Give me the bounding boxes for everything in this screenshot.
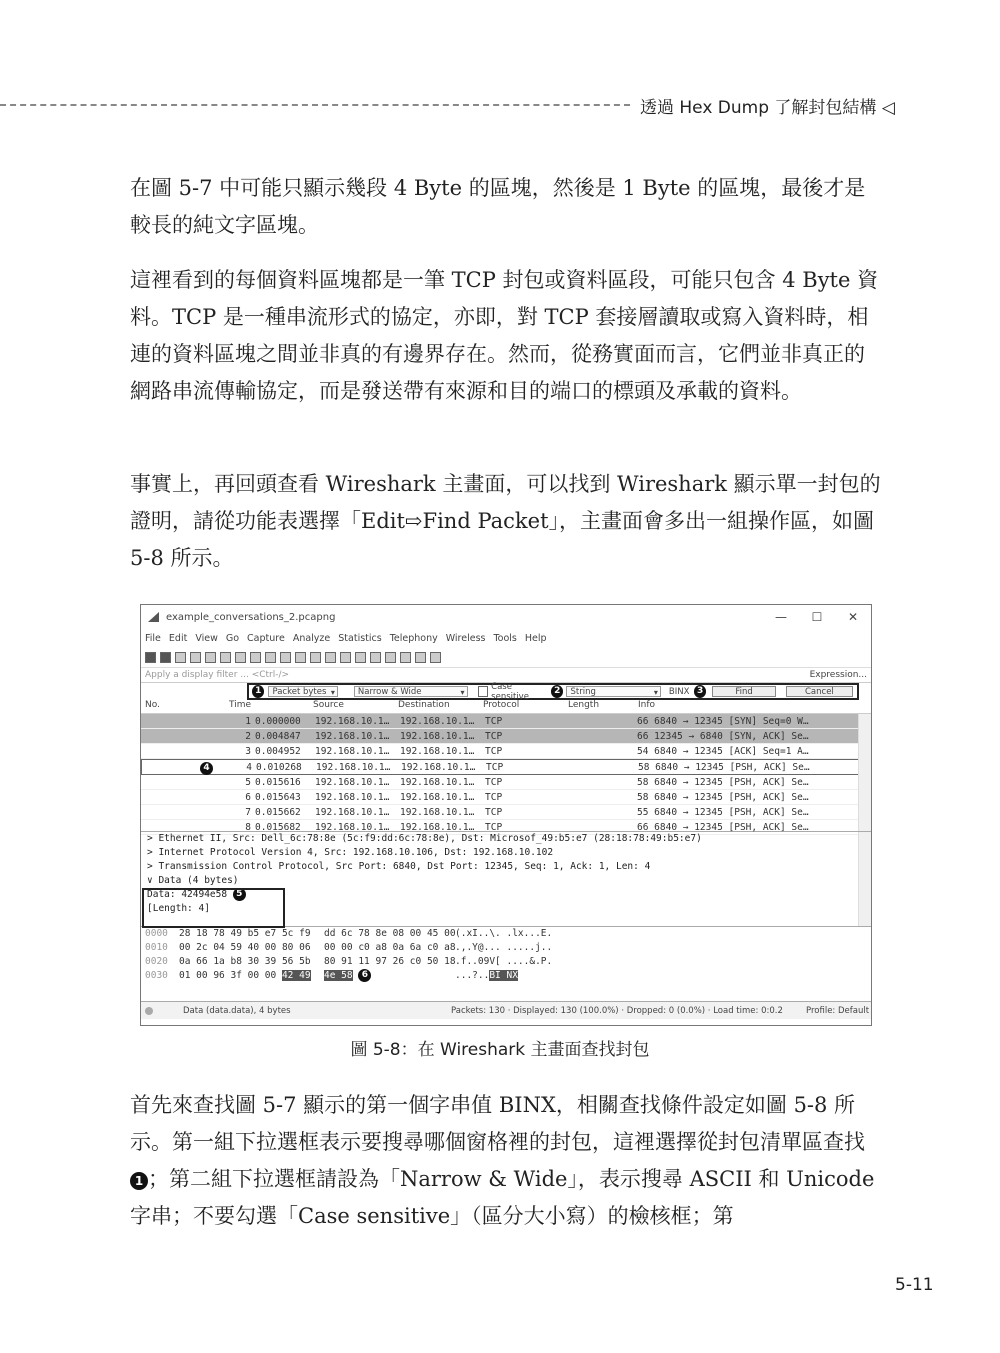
callout-badge-4: 4: [200, 762, 213, 775]
status-packet-counts: Packets: 130 · Displayed: 130 (100.0%) · Dropped: 0 (0.0%) · Load time: 0:0.2: [451, 1005, 783, 1016]
go-forward-icon[interactable]: [295, 652, 306, 663]
menu-tools[interactable]: Tools: [493, 632, 517, 644]
wireshark-fin-icon: [147, 611, 161, 623]
window-title: example_conversations_2.pcapng: [166, 611, 336, 623]
packet-destination: 192.168.10.1…: [400, 715, 475, 727]
col-destination[interactable]: Destination: [398, 700, 450, 710]
minimize-button[interactable]: —: [775, 610, 787, 624]
zoom-in-icon[interactable]: [385, 652, 396, 663]
callout-badge-5: 5: [233, 888, 246, 901]
main-toolbar: [141, 647, 871, 668]
packet-destination: 192.168.10.1…: [400, 791, 475, 803]
packet-destination: 192.168.10.1…: [400, 745, 475, 757]
details-highlight-box: [142, 888, 285, 928]
hex-bytes-2: dd 6c 78 8e 08 00 45 00: [324, 928, 456, 939]
packet-destination: 192.168.10.1…: [400, 776, 475, 788]
hex-row: [141, 955, 871, 969]
packet-protocol: TCP: [485, 806, 503, 818]
hex-offset: 0020: [145, 956, 168, 967]
status-field-info: Data (data.data), 4 bytes: [183, 1005, 291, 1016]
hex-ascii: .f..09V[ ....&.P.: [455, 956, 553, 967]
hex-row: [141, 941, 871, 955]
packet-source: 192.168.10.1…: [315, 806, 390, 818]
inline-badge-1: 1: [130, 1172, 148, 1190]
packet-row[interactable]: [141, 714, 871, 729]
hex-ascii: (.xI..\. .lx...E.: [455, 928, 553, 939]
header-dashed-rule: [0, 104, 630, 106]
menu-edit[interactable]: Edit: [168, 632, 188, 644]
hex-row: [141, 969, 871, 983]
hex-bytes-highlight-1: 42 49: [281, 970, 311, 981]
status-bar: [141, 1002, 871, 1019]
hex-bytes-2: 80 91 11 97 26 c0 50 18: [324, 956, 456, 967]
go-to-packet-icon[interactable]: [310, 652, 321, 663]
packet-no: 4: [246, 761, 252, 773]
menu-statistics[interactable]: Statistics: [338, 632, 382, 644]
colorize-icon[interactable]: [370, 652, 381, 663]
packet-no: 1: [245, 715, 251, 727]
packet-row[interactable]: [141, 759, 871, 775]
packet-protocol: TCP: [485, 730, 503, 742]
paragraph-4-text-a: 首先來查找圖 5-7 顯示的第一個字串值 BINX，相關查找條件設定如圖 5-8 所示。第一組下拉選框表示要搜尋哪個窗格裡的封包，這裡選擇從封包清單區查找: [130, 1093, 865, 1154]
menu-bar: [141, 629, 871, 647]
packet-info: 66 12345 → 6840 [SYN, ACK] Se…: [637, 730, 809, 742]
paragraph-3: 事實上，再回頭查看 Wireshark 主畫面，可以找到 Wireshark 顯示單一封包的證明，請從功能表選擇「Edit⇨Find Packet」，主畫面會多出一組操作區，如圖 5-8 所示。: [130, 472, 881, 570]
packet-source: 192.168.10.1…: [315, 730, 390, 742]
menu-file[interactable]: File: [145, 632, 161, 644]
hex-bytes-1: 0a 66 1a b8 30 39 56 5b: [179, 956, 311, 967]
autoscroll-icon[interactable]: [355, 652, 366, 663]
status-profile[interactable]: Profile: Default: [806, 1005, 870, 1016]
wireshark-screenshot: [140, 604, 872, 1026]
col-info[interactable]: Info: [638, 700, 656, 710]
packet-info: 66 6840 → 12345 [SYN] Seq=0 W…: [637, 715, 809, 727]
hex-bytes-highlight-2: 4e 58: [324, 970, 353, 981]
last-packet-icon[interactable]: [340, 652, 351, 663]
packet-protocol: TCP: [485, 821, 503, 833]
packet-time: 0.015643: [255, 791, 301, 803]
packet-no: 2: [245, 730, 251, 742]
packet-source: 192.168.10.1…: [315, 776, 390, 788]
detail-data-length[interactable]: [Length: 4]: [147, 903, 210, 914]
char-width-dropdown[interactable]: Narrow & Wide ▾: [354, 686, 468, 697]
packet-list: [141, 714, 871, 832]
window-titlebar: [141, 605, 871, 629]
packet-row[interactable]: [141, 729, 871, 744]
col-protocol[interactable]: Protocol: [483, 700, 520, 710]
hex-offset: 0000: [145, 928, 168, 939]
hex-offset: 0010: [145, 942, 168, 953]
menu-view[interactable]: View: [195, 632, 218, 644]
detail-ip[interactable]: > Internet Protocol Version 4, Src: 192.168.10.106, Dst: 192.168.10.102: [147, 847, 554, 858]
first-packet-icon[interactable]: [325, 652, 336, 663]
packet-protocol: TCP: [486, 761, 504, 773]
packet-info: 55 6840 → 12345 [PSH, ACK] Se…: [637, 806, 809, 818]
detail-data-text: Data: 42494e58: [147, 889, 228, 900]
hex-offset: 0030: [145, 970, 168, 981]
paragraph-4: [130, 1087, 882, 1235]
packet-time: 0.010268: [256, 761, 302, 773]
expert-info-icon[interactable]: [145, 1007, 153, 1015]
hex-bytes-1: 01 00 96 3f 00 00: [179, 970, 282, 981]
case-sensitive-checkbox[interactable]: [478, 686, 489, 697]
packet-info: 58 6840 → 12345 [PSH, ACK] Se…: [637, 776, 809, 788]
detail-tcp[interactable]: > Transmission Control Protocol, Src Port: 6840, Dst Port: 12345, Seq: 1, Ack: 1, Len: 4: [147, 861, 651, 872]
hex-dump-pane: [141, 927, 871, 1002]
packet-no: 5: [245, 776, 251, 788]
search-value-input[interactable]: BINX: [668, 686, 690, 697]
packet-protocol: TCP: [485, 745, 503, 757]
open-file-icon[interactable]: [205, 652, 216, 663]
detail-data[interactable]: ∨ Data (4 bytes): [147, 875, 239, 886]
packet-source: 192.168.10.1…: [315, 715, 390, 727]
packet-time: 0.004952: [255, 745, 301, 757]
packet-protocol: TCP: [485, 791, 503, 803]
menu-help[interactable]: Help: [524, 632, 547, 644]
start-capture-icon[interactable]: [145, 652, 156, 663]
stop-capture-icon[interactable]: [160, 652, 171, 663]
col-length[interactable]: Length: [568, 700, 600, 710]
packet-no: 3: [245, 745, 251, 757]
find-button[interactable]: Find: [712, 686, 775, 697]
packet-time: 0.015682: [255, 821, 301, 833]
hex-bytes-1: 28 18 78 49 b5 e7 5c f9: [179, 928, 311, 939]
callout-badge-1: 1: [252, 685, 264, 698]
menu-telephony[interactable]: Telephony: [389, 632, 438, 644]
paragraph-4-text-b: ；第二組下拉選框請設為「Narrow & Wide」，表示搜尋 ASCII 和 Unicode 字串；不要勾選「Case sensitive」（區分大小寫）的檢核框；第: [130, 1167, 875, 1228]
menu-wireless[interactable]: Wireless: [445, 632, 486, 644]
col-time[interactable]: Time: [229, 700, 252, 710]
packet-list-header: [141, 700, 871, 714]
go-back-icon[interactable]: [280, 652, 291, 663]
close-file-icon[interactable]: [235, 652, 246, 663]
close-button[interactable]: ✕: [847, 610, 859, 624]
capture-options-icon[interactable]: [190, 652, 201, 663]
search-type-dropdown[interactable]: String ▾: [566, 686, 660, 697]
packet-details-pane: [141, 832, 871, 927]
packet-info: 58 6840 → 12345 [PSH, ACK] Se…: [637, 791, 809, 803]
packet-time: 0.015616: [255, 776, 301, 788]
callout-badge-3: 3: [694, 685, 706, 698]
packet-destination: 192.168.10.1…: [400, 730, 475, 742]
menu-capture[interactable]: Capture: [247, 632, 285, 644]
packet-destination: 192.168.10.1…: [401, 761, 476, 773]
page-number: 5-11: [895, 1275, 934, 1295]
col-source[interactable]: Source: [313, 700, 344, 710]
zoom-out-icon[interactable]: [400, 652, 411, 663]
zoom-normal-icon[interactable]: [415, 652, 426, 663]
packet-list-scrollbar[interactable]: [858, 714, 871, 831]
expression-button[interactable]: Expression...: [809, 670, 867, 680]
packet-time: 0.015662: [255, 806, 301, 818]
figure-caption: 圖 5-8：在 Wireshark 主畫面查找封包: [350, 1040, 650, 1060]
packet-protocol: TCP: [485, 776, 503, 788]
case-sensitive-label: Case sensitive: [491, 681, 529, 702]
packet-row[interactable]: [141, 775, 871, 790]
packet-source: 192.168.10.1…: [315, 821, 390, 833]
find-packet-bar: [247, 683, 859, 700]
packet-row[interactable]: [141, 790, 871, 805]
cancel-button[interactable]: Cancel: [786, 686, 853, 697]
packet-row[interactable]: [141, 744, 871, 759]
packet-no: 8: [245, 821, 251, 833]
resize-columns-icon[interactable]: [430, 652, 441, 663]
packet-destination: 192.168.10.1…: [400, 806, 475, 818]
menu-analyze[interactable]: Analyze: [292, 632, 331, 644]
packet-no: 6: [245, 791, 251, 803]
running-header: 透過 Hex Dump 了解封包結構 ◁: [640, 98, 895, 118]
detail-ethernet[interactable]: > Ethernet II, Src: Dell_6c:78:8e (5c:f9:dd:6c:78:8e), Dst: Microsof_49:b5:e7 (28:18:78:49:b5:e7): [147, 833, 702, 844]
packet-no: 7: [245, 806, 251, 818]
col-no[interactable]: No.: [145, 700, 160, 710]
hex-row: [141, 927, 871, 941]
hex-bytes-2: 00 00 c0 a8 0a 6a c0 a8: [324, 942, 456, 953]
hex-bytes-1: 00 2c 04 59 40 00 80 06: [179, 942, 311, 953]
packet-info: 66 6840 → 12345 [PSH, ACK] Se…: [637, 821, 809, 833]
search-in-dropdown[interactable]: Packet bytes ▾: [268, 686, 337, 697]
packet-info: 58 6840 → 12345 [PSH, ACK] Se…: [638, 761, 810, 773]
packet-source: 192.168.10.1…: [315, 791, 390, 803]
packet-protocol: TCP: [485, 715, 503, 727]
packet-time: 0.000000: [255, 715, 301, 727]
details-scrollbar[interactable]: [858, 832, 871, 926]
callout-badge-6: 6: [358, 969, 371, 982]
restart-capture-icon[interactable]: [175, 652, 186, 663]
packet-time: 0.004847: [255, 730, 301, 742]
paragraph-1: 在圖 5-7 中可能只顯示幾段 4 Byte 的區塊，然後是 1 Byte 的區塊，最後才是較長的純文字區塊。: [130, 176, 866, 237]
hex-ascii-highlight: BI NX: [489, 970, 518, 981]
paragraph-2: 這裡看到的每個資料區塊都是一筆 TCP 封包或資料區段，可能只包含 4 Byte 資料。TCP 是一種串流形式的協定，亦即，對 TCP 套接層讀取或寫入資料時，相連的資料區塊之間並非真的有邊界存在。然而，從務實面而言，它們並非真正的網路串流傳輸協定，而是發送帶有來源和目的端口的標頭及承載的資料。: [130, 268, 879, 403]
reload-icon[interactable]: [250, 652, 261, 663]
packet-source: 192.168.10.1…: [316, 761, 391, 773]
hex-ascii: ...?..: [455, 970, 490, 981]
maximize-button[interactable]: ☐: [811, 610, 823, 624]
packet-destination: 192.168.10.1…: [400, 821, 475, 833]
display-filter-input[interactable]: Apply a display filter ... <Ctrl-/>: [145, 670, 290, 680]
packet-row[interactable]: [141, 805, 871, 820]
save-file-icon[interactable]: [220, 652, 231, 663]
find-packet-icon[interactable]: [265, 652, 276, 663]
callout-badge-2: 2: [551, 685, 563, 698]
hex-ascii: .,.Y@... .....j..: [455, 942, 553, 953]
packet-source: 192.168.10.1…: [315, 745, 390, 757]
packet-info: 54 6840 → 12345 [ACK] Seq=1 A…: [637, 745, 809, 757]
menu-go[interactable]: Go: [225, 632, 240, 644]
